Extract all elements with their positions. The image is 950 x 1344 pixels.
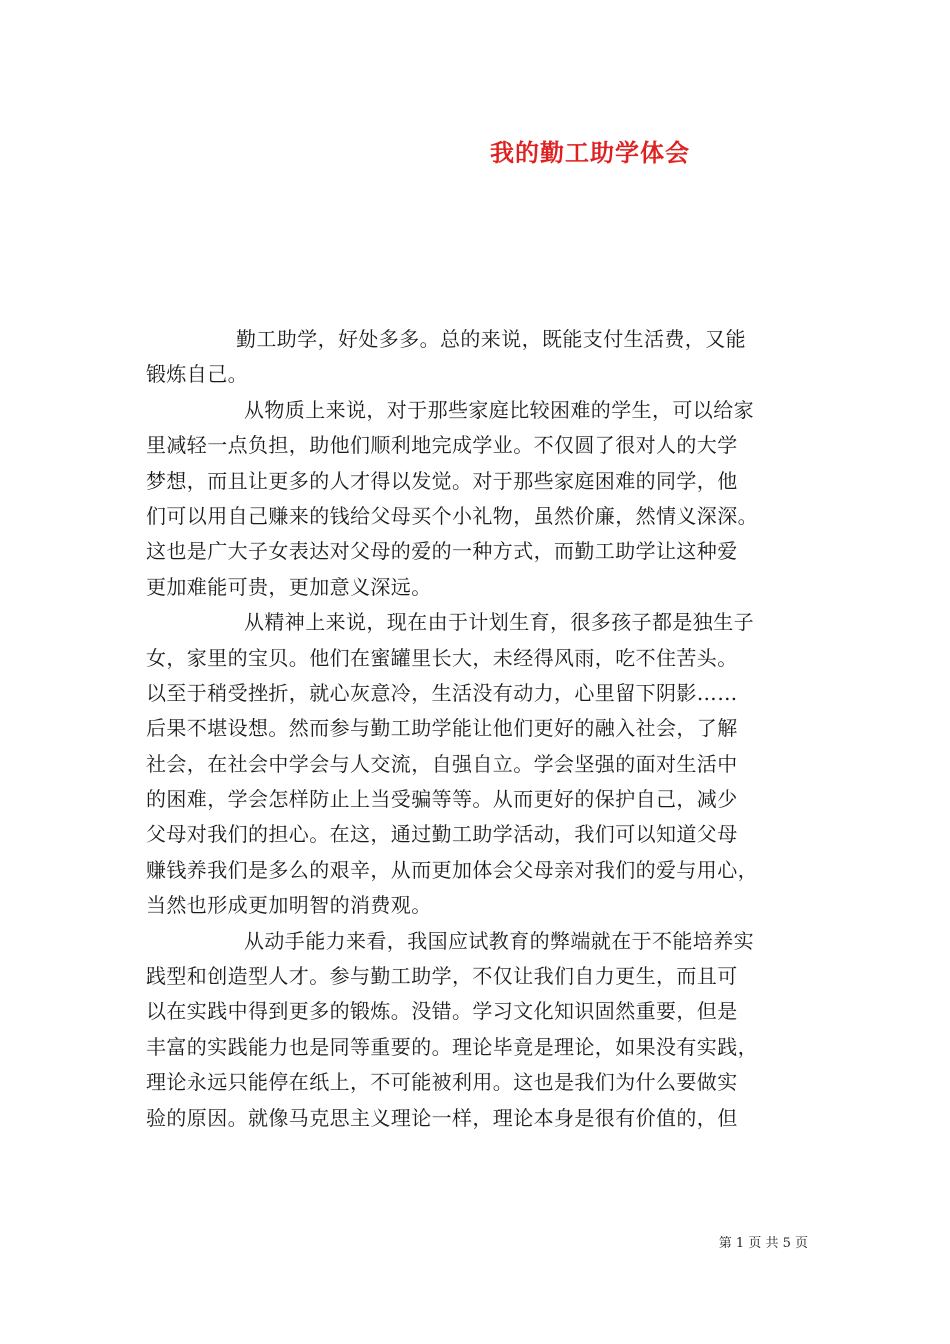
text-line: 以至于稍受挫折，就心灰意冷，生活没有动力，心里留下阴影…… bbox=[146, 680, 738, 705]
text-line: 更加难能可贵，更加意义深远。 bbox=[146, 574, 432, 599]
text-line: 社会，在社会中学会与人交流，自强自立。学会坚强的面对生活中 bbox=[146, 751, 738, 776]
text-line: 后果不堪设想。然而参与勤工助学能让他们更好的融入社会，了解 bbox=[146, 716, 738, 741]
text-line: 女，家里的宝贝。他们在蜜罐里长大，未经得风雨，吃不住苦头。 bbox=[146, 645, 738, 670]
text-line: 理论永远只能停在纸上，不可能被利用。这也是我们为什么要做实 bbox=[146, 1070, 738, 1095]
page-number-footer: 第 1 页 共 5 页 bbox=[718, 1236, 808, 1251]
text-line: 以在实践中得到更多的锻炼。没错。学习文化知识固然重要，但是 bbox=[146, 999, 738, 1024]
text-line: 从物质上来说，对于那些家庭比较困难的学生，可以给家 bbox=[244, 397, 754, 422]
text-line: 这也是广大子女表达对父母的爱的一种方式，而勤工助学让这种爱 bbox=[146, 539, 738, 564]
text-line: 当然也形成更加明智的消费观。 bbox=[146, 893, 432, 918]
paragraph-3 bbox=[146, 605, 806, 924]
document-body bbox=[146, 322, 806, 1136]
text-line: 里减轻一点负担，助他们顺利地完成学业。不仅圆了很对人的大学 bbox=[146, 433, 738, 458]
text-line: 践型和创造型人才。参与勤工助学，不仅让我们自力更生，而且可 bbox=[146, 964, 738, 989]
text-line: 们可以用自己赚来的钱给父母买个小礼物，虽然价廉，然情义深深。 bbox=[146, 503, 758, 528]
text-line: 锻炼自己。 bbox=[146, 362, 248, 387]
text-line: 的困难，学会怎样防止上当受骗等等。从而更好的保护自己，减少 bbox=[146, 787, 738, 812]
paragraph-4 bbox=[146, 924, 806, 1136]
text-line: 父母对我们的担心。在这，通过勤工助学活动，我们可以知道父母 bbox=[146, 822, 738, 847]
text-line: 丰富的实践能力也是同等重要的。理论毕竟是理论，如果没有实践， bbox=[146, 1034, 758, 1059]
text-line: 从精神上来说，现在由于计划生育，很多孩子都是独生子 bbox=[244, 610, 754, 635]
paragraph-1 bbox=[146, 322, 806, 393]
paragraph-2 bbox=[146, 393, 806, 605]
text-line: 梦想，而且让更多的人才得以发觉。对于那些家庭困难的同学，他 bbox=[146, 468, 738, 493]
text-line: 从动手能力来看，我国应试教育的弊端就在于不能培养实 bbox=[244, 928, 754, 953]
text-line: 勤工助学，好处多多。总的来说，既能支付生活费，又能 bbox=[236, 327, 746, 351]
text-line: 赚钱养我们是多么的艰辛，从而更加体会父母亲对我们的爱与用心， bbox=[146, 857, 758, 882]
text-line: 验的原因。就像马克思主义理论一样，理论本身是很有价值的，但 bbox=[146, 1105, 738, 1130]
document-title: 我的勤工助学体会 bbox=[490, 138, 690, 167]
